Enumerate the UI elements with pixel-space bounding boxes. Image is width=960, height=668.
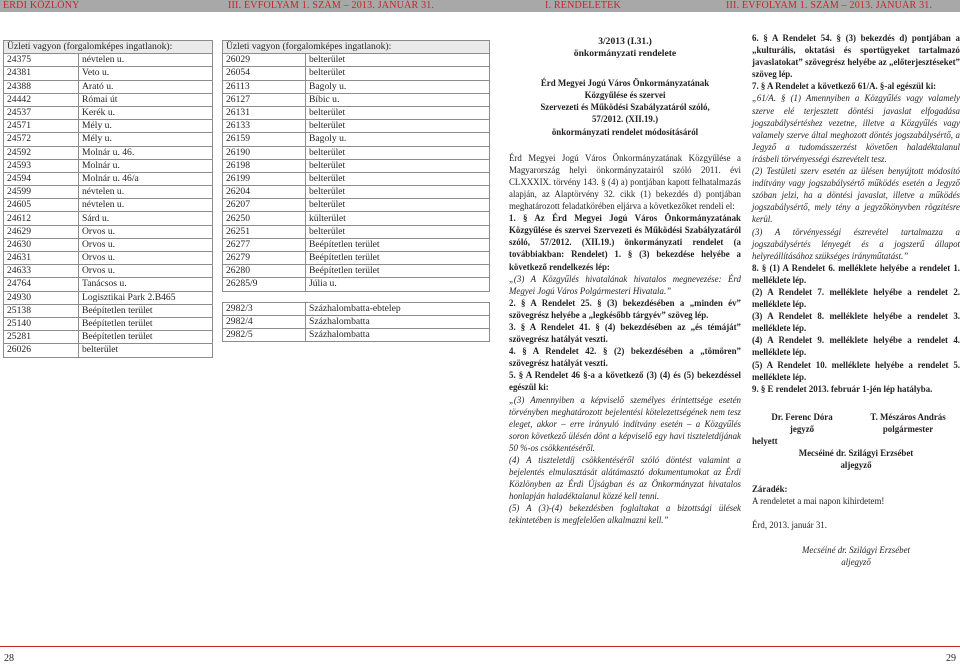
parcel-number-cell: 26131 (223, 106, 306, 119)
table-row (4, 304, 213, 317)
signature-notary (752, 411, 852, 435)
parcel-number-cell: 25281 (4, 331, 79, 344)
helyett-note: helyett (752, 436, 778, 446)
decree-title-line1: Érd Megyei Jogú Város Önkormányzatának (540, 78, 710, 89)
parcel-location-cell: Bagoly u. (306, 80, 490, 93)
parcel-number-cell: 25140 (4, 317, 79, 330)
parcel-location-cell: Mély u. (79, 120, 213, 133)
section-3: 3. § A Rendelet 41. § (4) bekezdésében az „és témáját” szövegrész hatályát veszti. (509, 321, 741, 345)
parcel-number-cell: 26159 (223, 133, 306, 146)
page-header (0, 0, 960, 12)
header-issue-right: III. ÉVFOLYAM 1. SZÁM – 2013. JANUÁR 31. (726, 0, 933, 11)
table-spacer-row (223, 291, 490, 302)
table-row (223, 133, 490, 146)
parcel-number-cell: 26199 (223, 172, 306, 185)
parcel-number-cell: 24442 (4, 93, 79, 106)
parcel-number-cell: 2982/3 (223, 302, 306, 315)
table-row (4, 172, 213, 185)
table-row (223, 278, 490, 291)
table-row (223, 252, 490, 265)
table-row (4, 186, 213, 199)
parcel-location-cell: Sárd u. (79, 212, 213, 225)
parcel-number-cell: 24633 (4, 265, 79, 278)
table-row (4, 225, 213, 238)
parcel-number-cell: 26113 (223, 80, 306, 93)
signature-deputy-name: Mecséiné dr. Szilágyi Erzsébet (798, 448, 914, 459)
parcel-number-cell: 25138 (4, 304, 79, 317)
table-row (4, 278, 213, 291)
clause-title: Záradék: (752, 484, 788, 495)
parcel-location-cell: Kerék u. (79, 106, 213, 119)
parcel-location-cell: Beépítetlen terület (306, 252, 490, 265)
parcel-number-cell: 24930 (4, 291, 79, 304)
parcel-location-cell: belterület (306, 186, 490, 199)
parcel-location-cell: névtelen u. (79, 54, 213, 67)
table-row (4, 238, 213, 251)
parcel-location-cell: Molnár u. 46. (79, 146, 213, 159)
signature-mayor-role: polgármester (882, 423, 934, 434)
parcel-number-cell: 24592 (4, 146, 79, 159)
parcel-number-cell: 24605 (4, 199, 79, 212)
table-row (223, 315, 490, 328)
parcel-location-cell: Beépítetlen terület (79, 317, 213, 330)
header-section: I. RENDELETEK (545, 0, 621, 11)
table-row (223, 93, 490, 106)
table-row (223, 225, 490, 238)
table-row (4, 133, 213, 146)
table-row (4, 120, 213, 133)
parcel-location-cell: belterület (306, 54, 490, 67)
section-5-para-5: (5) A (3)-(4) bekezdésben foglaltakat a bizottsági ülések tekintetében is megfelelően alkalmazni kell.” (509, 503, 741, 526)
parcel-location-cell: belterület (79, 344, 213, 357)
table-row (4, 212, 213, 225)
section-5: 5. § A Rendelet 46 §-a a következő (3) (4) és (5) bekezdéssel egészül ki: (509, 370, 741, 393)
parcel-number-cell: 24593 (4, 159, 79, 172)
parcel-location-cell: Júlia u. (306, 278, 490, 291)
parcel-location-cell: belterület (306, 225, 490, 238)
property-table-right (222, 40, 490, 342)
decree-title-line5: önkormányzati rendelet módosításáról (551, 126, 699, 137)
signature-notary-role: jegyző (789, 423, 815, 434)
section-8-5: (5) A Rendelet 10. melléklete helyébe a rendelet 5. melléklete lép. (752, 359, 960, 382)
header-issue-left: III. ÉVFOLYAM 1. SZÁM – 2013. JANUÁR 31. (228, 0, 435, 11)
parcel-location-cell: Beépítetlen terület (306, 238, 490, 251)
table-row (4, 67, 213, 80)
parcel-number-cell: 26127 (223, 93, 306, 106)
signature-deputy-role: aljegyző (840, 460, 872, 471)
table-row (223, 80, 490, 93)
decree-preamble: Érd Megyei Jogú Város Önkormányzatának Közgyűlése a Magyarország helyi önkormányzatairól szóló 2011. évi CLXXXIX. törvény 143. § (4) a) pontjában kapott felhatalmazás alapján, az Alaptörvény 32. cikk (1) bekezdés d) pontjában meghatározott feladatkörében eljárva a következőket rendeli el: (509, 152, 741, 212)
table-row (4, 199, 213, 212)
property-table-left (3, 40, 213, 358)
clause-text: A rendeletet a mai napon kihirdetem! (752, 496, 885, 507)
parcel-location-cell: Orvos u. (79, 225, 213, 238)
footer-rule-right (480, 646, 960, 647)
decree-title-line3: Szervezeti és Működési Szabályzatáról szóló, (540, 102, 710, 113)
decree-column-1 (509, 36, 741, 527)
table-row (4, 54, 213, 67)
parcel-location-cell: Százhalombatta (306, 328, 490, 341)
parcel-location-cell: Molnár u. (79, 159, 213, 172)
clause-date: Érd, 2013. január 31. (752, 520, 827, 531)
table-row (223, 186, 490, 199)
parcel-number-cell: 26190 (223, 146, 306, 159)
table-row (4, 317, 213, 330)
section-5-para-3: „(3) Amennyiben a képviselő személyes érintettsége esetén törvényben meghatározott bejelentési kötelezettségének nem tesz eleget, akkor – erre irányuló indítvány esetén – a Közgyűlés soron következő ülésén dönt a képviselő egy havi tiszteletdíjának 50 %-os csökkentéséről. (509, 394, 741, 453)
parcel-location-cell: Bíbic u. (306, 93, 490, 106)
section-2: 2. § A Rendelet 25. § (3) bekezdésében a „minden év” szövegrész helyébe a „legkésőbb tárgyév” szöveg lép. (509, 297, 741, 320)
section-8-1: 8. § (1) A Rendelet 6. melléklete helyébe a rendelet 1. melléklete lép. (752, 262, 960, 285)
table-row (223, 54, 490, 67)
signature-row (752, 411, 960, 435)
parcel-number-cell: 26207 (223, 199, 306, 212)
decree-title-line4: 57/2012. (XII.19.) (591, 114, 659, 125)
parcel-location-cell: Arató u. (79, 80, 213, 93)
parcel-location-cell: Orvos u. (79, 252, 213, 265)
parcel-location-cell: belterület (306, 172, 490, 185)
parcel-number-cell: 24594 (4, 172, 79, 185)
section-7: 7. § A Rendelet a következő 61/A. §-al egészül ki: (752, 81, 937, 92)
parcel-location-cell: Molnár u. 46/a (79, 172, 213, 185)
parcel-location-cell: Mély u. (79, 133, 213, 146)
page-number-left: 28 (4, 653, 14, 664)
table-row (223, 238, 490, 251)
clause-signature-name: Mecséiné dr. Szilágyi Erzsébet (802, 544, 910, 555)
parcel-location-cell: Beépítetlen terület (79, 331, 213, 344)
table-row (223, 67, 490, 80)
parcel-number-cell: 26285/9 (223, 278, 306, 291)
parcel-location-cell: Százhalombatta-ebtelep (306, 302, 490, 315)
parcel-location-cell: belterület (306, 120, 490, 133)
table-row (223, 212, 490, 225)
parcel-number-cell: 24572 (4, 133, 79, 146)
parcel-location-cell: Bagoly u. (306, 133, 490, 146)
parcel-number-cell: 26054 (223, 67, 306, 80)
parcel-location-cell: belterület (306, 159, 490, 172)
section-8-3: (3) A Rendelet 8. melléklete helyébe a rendelet 3. melléklete lép. (752, 311, 960, 334)
section-1-quote: „(3) A Közgyűlés hivatalának hivatalos megnevezése: Érd Megyei Jogú Város Polgármesteri Hivatala.” (509, 273, 741, 296)
table-row (4, 291, 213, 304)
table-row (4, 265, 213, 278)
parcel-location-cell: Logisztikai Park 2.B465 (79, 291, 213, 304)
decree-title-line2: Közgyűlése és szervei (584, 90, 666, 101)
parcel-location-cell: névtelen u. (79, 199, 213, 212)
signature-notary-name: Dr. Ferenc Dóra (771, 411, 833, 422)
parcel-location-cell: Beépítetlen terület (306, 265, 490, 278)
section-7-para-3: (3) A törvényességi észrevétel tartalmazza a jogszabálysértés lényegét és a jogszerű állapot helyreállításához szükséges irányműtatást.” (752, 226, 960, 261)
table-row (223, 172, 490, 185)
table-row (223, 146, 490, 159)
parcel-location-cell: Tanácsos u. (79, 278, 213, 291)
table-row (223, 120, 490, 133)
section-9: 9. § E rendelet 2013. február 1-jén lép hatályba. (752, 383, 933, 394)
table-row (4, 146, 213, 159)
table-row (223, 106, 490, 119)
parcel-number-cell: 26026 (4, 344, 79, 357)
parcel-location-cell: külterület (306, 212, 490, 225)
table-row (223, 302, 490, 315)
table-caption-row (223, 41, 490, 54)
parcel-location-cell: belterület (306, 67, 490, 80)
parcel-number-cell: 24375 (4, 54, 79, 67)
parcel-number-cell: 24764 (4, 278, 79, 291)
parcel-location-cell: Orvos u. (79, 265, 213, 278)
section-6: 6. § A Rendelet 54. § (3) bekezdés d) pontjában a „kulturális, oktatási és sportügyeket tartalmazó javaslatokat” szövegrész helyébe az „előterjesztéseket” szöveg lép. (752, 33, 960, 80)
parcel-location-cell: Veto u. (79, 67, 213, 80)
section-1: 1. § Az Érd Megyei Jogú Város Önkormányzatának Közgyűlése és szervei Szervezeti és Működési Szabályzatáról szóló, 57/2012. (XII.19.) önkormányzati rendelet (a továbbiakban: Rendelet) 1. § (3) bekezdése helyébe a következő rendelkezés lép: (509, 213, 741, 272)
parcel-location-cell: belterület (306, 199, 490, 212)
table-row (223, 328, 490, 341)
table-row (223, 265, 490, 278)
section-8-4: (4) A Rendelet 9. melléklete helyébe a rendelet 4. melléklete lép. (752, 335, 960, 358)
parcel-location-cell: Beépítetlen terület (79, 304, 213, 317)
section-7-para-1: „61/A. § (1) Amennyiben a Közgyűlés vagy valamely szerve elé terjesztett döntési javaslat elfogadása jogszabálysértéshez vezetne, illetve a Közgyűlés vagy valamely szerve által meghozott döntés jogszabálysértő, a Jegyző a tudomásszerzést követően haladéktalanul írásbeli törvényességi észrevételt tesz. (752, 93, 960, 164)
parcel-number-cell: 24599 (4, 186, 79, 199)
signature-mayor-name: T. Mészáros András (870, 411, 946, 422)
parcel-number-cell: 26251 (223, 225, 306, 238)
table-row (4, 252, 213, 265)
decree-column-2 (752, 32, 960, 568)
table-row (4, 159, 213, 172)
signature-mayor (856, 411, 960, 435)
parcel-location-cell: belterület (306, 146, 490, 159)
page-number-right: 29 (946, 653, 956, 664)
table-caption: Üzleti vagyon (forgalomképes ingatlanok): (223, 41, 490, 54)
parcel-location-cell: belterület (306, 106, 490, 119)
header-journal-title: ÉRDI KÖZLÖNY (3, 0, 80, 11)
parcel-number-cell: 26029 (223, 54, 306, 67)
table-row (4, 106, 213, 119)
table-row (223, 199, 490, 212)
parcel-number-cell: 26279 (223, 252, 306, 265)
parcel-number-cell: 26133 (223, 120, 306, 133)
clause-signature-role: aljegyző (841, 556, 871, 567)
decree-number: 3/2013 (I.31.) (598, 36, 652, 47)
parcel-location-cell: Százhalombatta (306, 315, 490, 328)
parcel-number-cell: 24630 (4, 238, 79, 251)
section-8-2: (2) A Rendelet 7. melléklete helyébe a rendelet 2. melléklete lép. (752, 286, 960, 310)
table-row (4, 93, 213, 106)
parcel-number-cell: 24631 (4, 252, 79, 265)
table-caption-row (4, 41, 213, 54)
parcel-location-cell: névtelen u. (79, 186, 213, 199)
table-row (4, 344, 213, 357)
table-row (4, 331, 213, 344)
section-7-para-2: (2) Testületi szerv esetén az ülésen benyújtott módosító indítvány vagy jogszabálysértő működés esetén a Jegyző szóban jelzi, ha a döntési javaslat, illetve a működés jogszabálysértő, mely tény a jegyzőkönyvben rögzítésre kerül. (752, 166, 960, 225)
footer-rule-left (0, 646, 480, 647)
parcel-number-cell: 26204 (223, 186, 306, 199)
section-5-para-4: (4) A tiszteletdíj csökkentéséről szóló döntést valamint a bejelentés elmulasztását alátámasztó dokumentumokat az Érdi Közlönyben az Érdi Újságban és az Önkormányzat hivatalos honlapján haladéktalanul közzé kell tenni. (509, 455, 741, 502)
parcel-number-cell: 2982/4 (223, 315, 306, 328)
parcel-number-cell: 26280 (223, 265, 306, 278)
parcel-location-cell: Római út (79, 93, 213, 106)
decree-type: önkormányzati rendelete (573, 48, 677, 60)
section-4: 4. § A Rendelet 42. § (2) bekezdésében a „tömören” szövegrész hatályát veszti. (509, 346, 741, 369)
parcel-number-cell: 26250 (223, 212, 306, 225)
table-row (4, 80, 213, 93)
parcel-number-cell: 2982/5 (223, 328, 306, 341)
table-caption: Üzleti vagyon (forgalomképes ingatlanok): (4, 41, 213, 54)
parcel-number-cell: 24571 (4, 120, 79, 133)
parcel-number-cell: 26198 (223, 159, 306, 172)
parcel-number-cell: 24388 (4, 80, 79, 93)
parcel-location-cell: Orvos u. (79, 238, 213, 251)
parcel-number-cell: 24381 (4, 67, 79, 80)
parcel-number-cell: 26277 (223, 238, 306, 251)
parcel-number-cell: 24537 (4, 106, 79, 119)
parcel-number-cell: 24612 (4, 212, 79, 225)
table-row (223, 159, 490, 172)
parcel-number-cell: 24629 (4, 225, 79, 238)
